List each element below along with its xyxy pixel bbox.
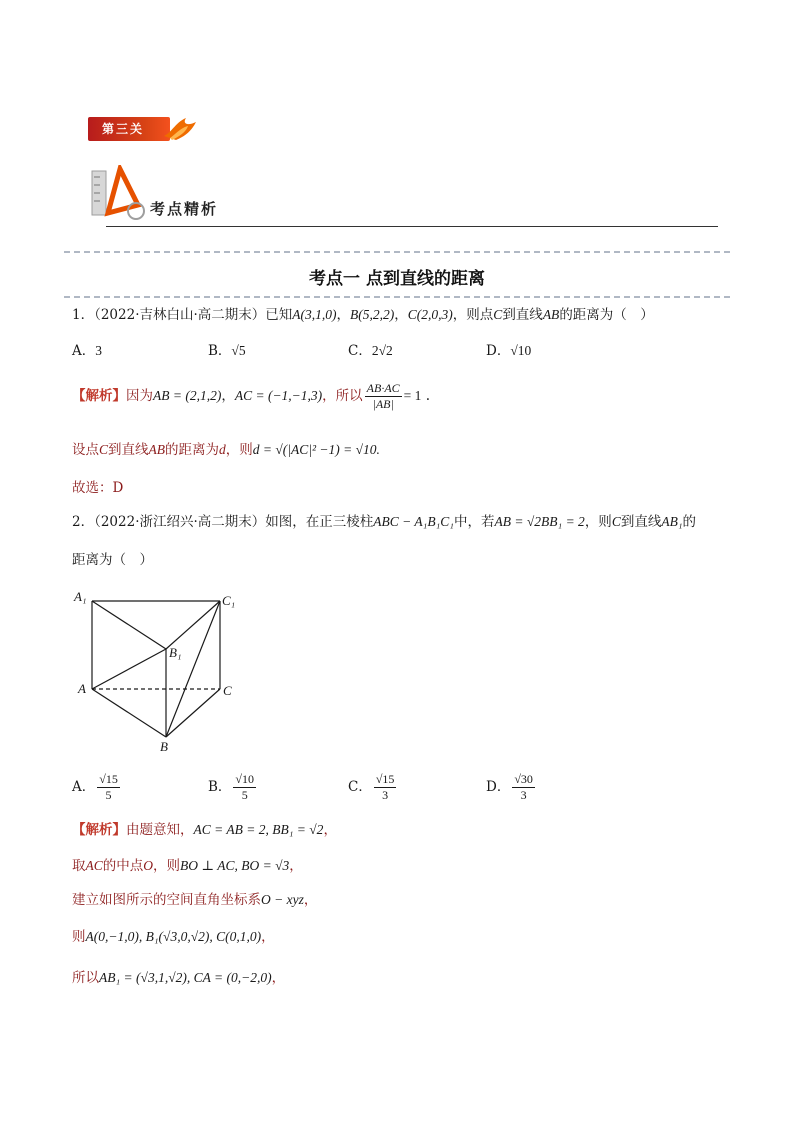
flame-decoration-icon xyxy=(162,114,198,144)
segment-c1b xyxy=(166,601,220,737)
q1-stem: 1．（2022·吉林白山·高二期末）已知A(3,1,0)，B(5,2,2)，C(2,0,3)，则点C到直线AB的距离为（ ） xyxy=(72,307,654,323)
q2-solution-line5: 所以AB₁ = (√3,1,√2), CA = (0,−2,0)， xyxy=(72,970,286,986)
q2-stem: 2．（2022·浙江绍兴·高二期末）如图，在正三棱柱ABC − A₁B₁C₁中，若AB = √2BB₁ = 2，则C到直线AB₁的 xyxy=(72,514,697,530)
q1-answer: 故选：D xyxy=(72,480,124,496)
q2-stem-line2: 距离为（ ） xyxy=(72,552,153,568)
label-c: C xyxy=(223,683,232,698)
q1-solution-line2: 设点C到直线AB的距离为d，则d = √(|AC|² −1) = √10. xyxy=(72,442,380,458)
q2-option-a[interactable]: A． $\frac{√15}{5}$ xyxy=(72,772,118,802)
edge-ab xyxy=(92,689,166,737)
q2-option-d[interactable]: D． $\frac{√30}{3}$ xyxy=(486,772,533,802)
kaodian-title: 考点一 点到直线的距离 xyxy=(309,269,485,289)
segment-ab1 xyxy=(92,649,166,689)
label-b1: B₁ xyxy=(169,645,182,660)
q1-option-d[interactable]: D．√10 xyxy=(486,343,532,359)
q1-option-c[interactable]: C．2√2 xyxy=(348,343,393,359)
edge-a1b1 xyxy=(92,601,166,649)
edge-cb xyxy=(166,689,220,737)
q2-solution-line1: 【解析】由题意知，AC = AB = 2, BB₁ = √2， xyxy=(72,822,337,838)
q2-solution-line2: 取AC的中点O，则BO ⊥ AC, BO = √3， xyxy=(72,858,303,874)
q1-option-a[interactable]: A．3 xyxy=(72,343,102,359)
ruler-triangle-icon xyxy=(90,165,150,223)
q2-option-c[interactable]: C． $\frac{√15}{3}$ xyxy=(348,772,395,802)
dashed-divider-top xyxy=(64,251,730,253)
label-a: A xyxy=(78,681,86,696)
q1-option-b[interactable]: B．√5 xyxy=(208,343,246,359)
level-badge-label: 第三关 xyxy=(102,122,145,136)
label-c1: C₁ xyxy=(222,593,236,608)
edge-c1b1 xyxy=(166,601,220,649)
label-b: B xyxy=(160,739,168,754)
prism-figure xyxy=(72,585,242,755)
label-a1: A₁ xyxy=(74,589,87,604)
q2-solution-line4: 则A(0,−1,0), B₁(√3,0,√2), C(0,1,0)， xyxy=(72,929,275,945)
section-underline xyxy=(106,226,718,227)
q1-solution-line1: 【解析】因为AB = (2,1,2)，AC = (−1,−1,3)，所以 $\frac{AB\cdot AC}{|AB|}$ = 1 . xyxy=(72,381,431,411)
section-title: 考点精析 xyxy=(150,200,219,218)
q2-option-b[interactable]: B． $\frac{√10}{5}$ xyxy=(208,772,255,802)
level-badge xyxy=(88,117,170,141)
q2-solution-line3: 建立如图所示的空间直角坐标系O − xyz， xyxy=(72,892,318,908)
dashed-divider-bottom xyxy=(64,296,730,298)
